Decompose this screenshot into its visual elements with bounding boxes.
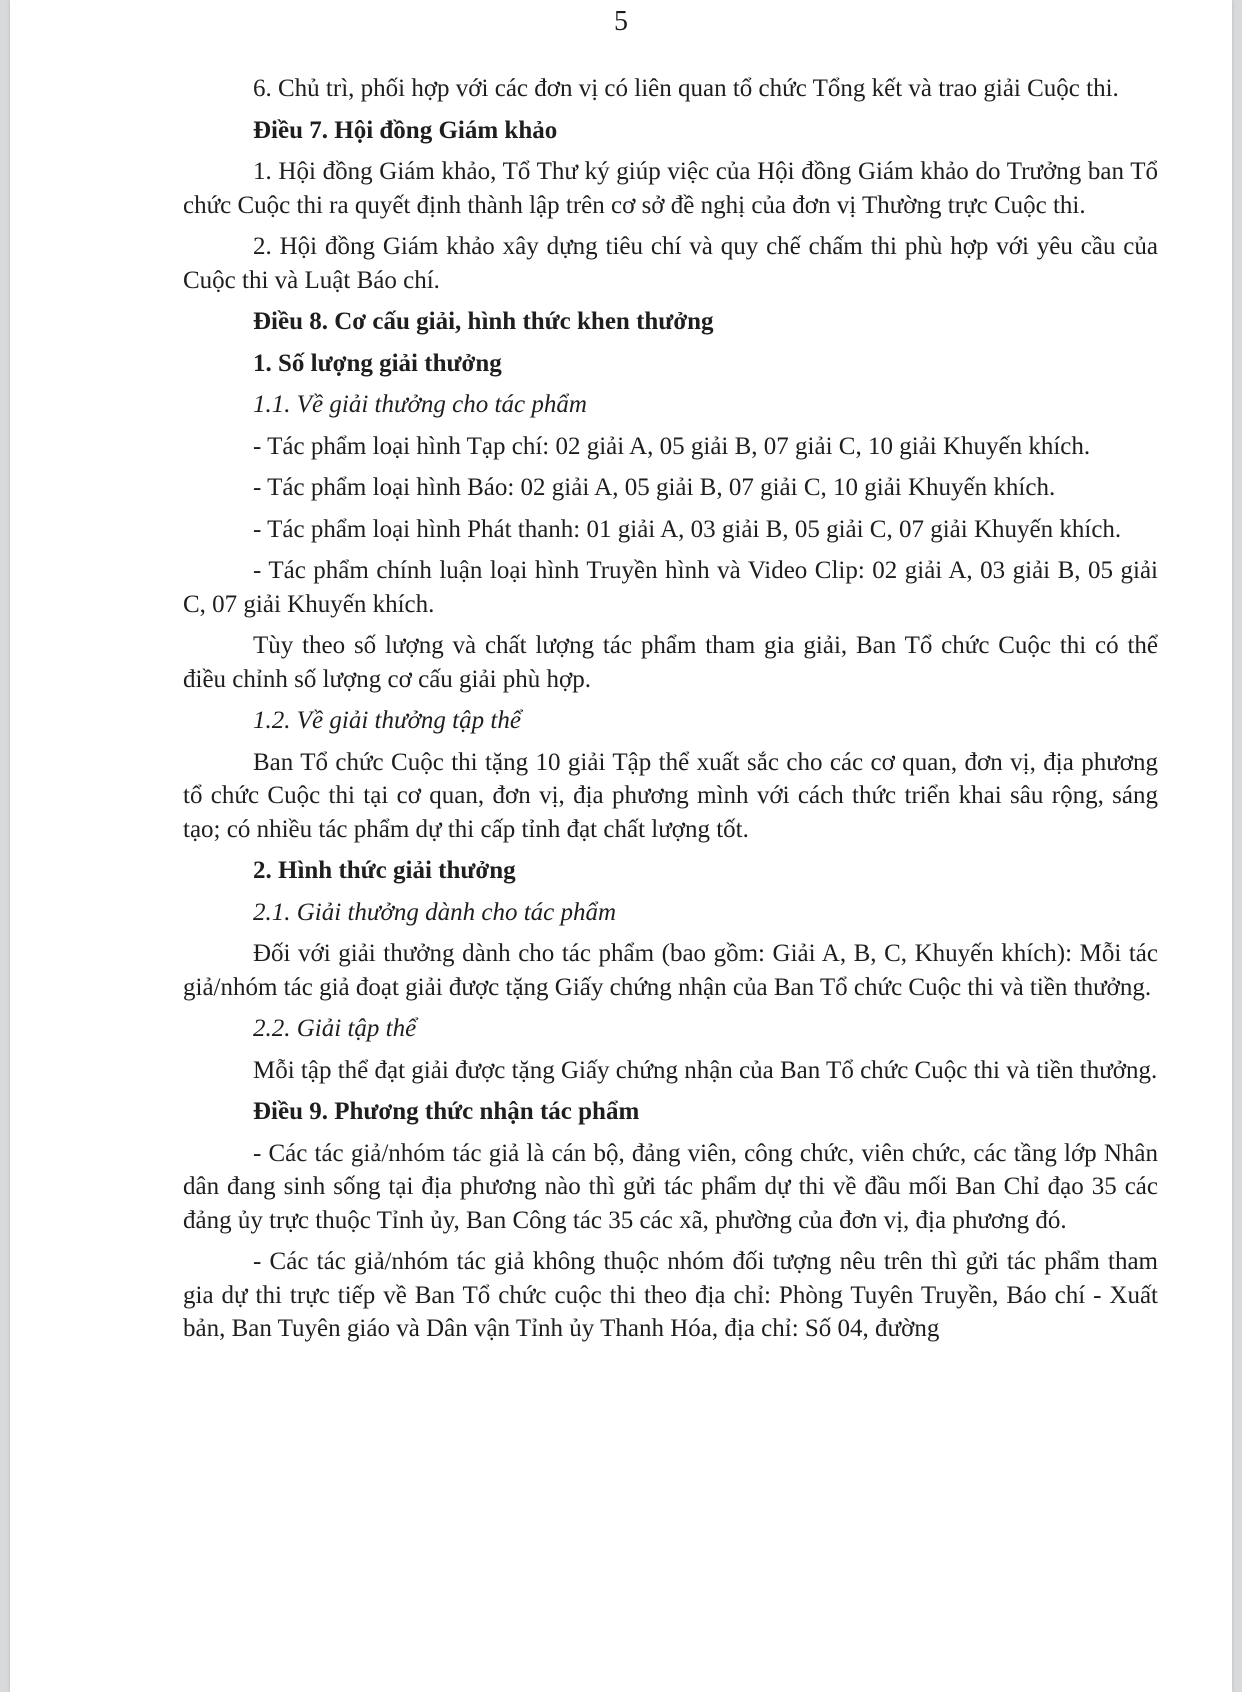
subheading-works-prizes: 1.1. Về giải thưởng cho tác phẩm — [253, 391, 587, 418]
heading-prize-count: 1. Số lượng giải thưởng — [253, 349, 502, 377]
paragraph-works-award: Đối với giải thưởng dành cho tác phẩm (bao gồm: Giải A, B, C, Khuyến khích): Mỗi tác giả/nhóm tác giả đoạt giải được tặng Giấy chứng nhận của Ban Tổ chức Cuộc thi và tiền thưởng. — [183, 940, 1158, 1001]
paragraph-jury-1: 1. Hội đồng Giám khảo, Tổ Thư ký giúp việc của Hội đồng Giám khảo do Trưởng ban Tổ chức Cuộc thi ra quyết định thành lập trên cơ sở đề nghị của đơn vị Thường trực Cuộc thi. — [183, 158, 1158, 219]
list-item-submission-local: - Các tác giả/nhóm tác giả là cán bộ, đảng viên, công chức, viên chức, các tầng lớp Nhân dân đang sinh sống tại địa phương nào thì gửi tác phẩm dự thi về đầu mối Ban Chỉ đạo 35 các đảng ủy trực thuộc Tỉnh ủy, Ban Công tác 35 các xã, phường của đơn vị, địa phương đó. — [183, 1139, 1158, 1234]
paragraph-jury-2: 2. Hội đồng Giám khảo xây dựng tiêu chí và quy chế chấm thi phù hợp với yêu cầu của Cuộc thi và Luật Báo chí. — [183, 233, 1158, 294]
heading-article-8: Điều 8. Cơ cấu giải, hình thức khen thưởng — [253, 308, 714, 335]
document-body — [183, 72, 1158, 1354]
page-number: 5 — [614, 6, 628, 37]
paragraph-collective-awards: Ban Tổ chức Cuộc thi tặng 10 giải Tập thể xuất sắc cho các cơ quan, đơn vị, địa phương tổ chức Cuộc thi tại cơ quan, đơn vị, địa phương mình với cách thức triển khai sâu rộng, sáng tạo; có nhiều tác phẩm dự thi cấp tỉnh đạt chất lượng tốt. — [183, 748, 1158, 843]
list-item-magazine: - Tác phẩm loại hình Tạp chí: 02 giải A, 05 giải B, 07 giải C, 10 giải Khuyến khích. — [253, 432, 1091, 460]
paragraph-clause-6: 6. Chủ trì, phối hợp với các đơn vị có liên quan tổ chức Tổng kết và trao giải Cuộc thi. — [253, 75, 1119, 102]
subheading-collective-prizes: 1.2. Về giải thưởng tập thể — [253, 707, 521, 734]
paragraph-collective-award: Mỗi tập thể đạt giải được tặng Giấy chứng nhận của Ban Tổ chức Cuộc thi và tiền thưởng. — [253, 1056, 1158, 1084]
list-item-television: - Tác phẩm chính luận loại hình Truyền hình và Video Clip: 02 giải A, 03 giải B, 05 giải C, 07 giải Khuyến khích. — [183, 557, 1158, 618]
list-item-newspaper: - Tác phẩm loại hình Báo: 02 giải A, 05 giải B, 07 giải C, 10 giải Khuyến khích. — [253, 474, 1056, 501]
subheading-works-award: 2.1. Giải thưởng dành cho tác phẩm — [253, 898, 617, 926]
heading-article-9: Điều 9. Phương thức nhận tác phẩm — [253, 1098, 640, 1125]
subheading-collective-award: 2.2. Giải tập thể — [253, 1015, 417, 1042]
list-item-submission-direct: - Các tác giả/nhóm tác giả không thuộc nhóm đối tượng nêu trên thì gửi tác phẩm tham gia dự thi trực tiếp về Ban Tổ chức cuộc thi theo địa chỉ: Phòng Tuyên Truyền, Báo chí - Xuất bản, Ban Tuyên giáo và Dân vận Tỉnh ủy Thanh Hóa, địa chỉ: Số 04, đường — [183, 1248, 1158, 1342]
heading-article-7: Điều 7. Hội đồng Giám khảo — [253, 116, 558, 144]
paragraph-adjustment: Tùy theo số lượng và chất lượng tác phẩm tham gia giải, Ban Tổ chức Cuộc thi có thể điều chỉnh số lượng cơ cấu giải phù hợp. — [183, 632, 1158, 693]
heading-award-form: 2. Hình thức giải thưởng — [253, 857, 516, 884]
list-item-radio: - Tác phẩm loại hình Phát thanh: 01 giải A, 03 giải B, 05 giải C, 07 giải Khuyến khích. — [253, 515, 1122, 543]
document-page — [10, 0, 1232, 1692]
